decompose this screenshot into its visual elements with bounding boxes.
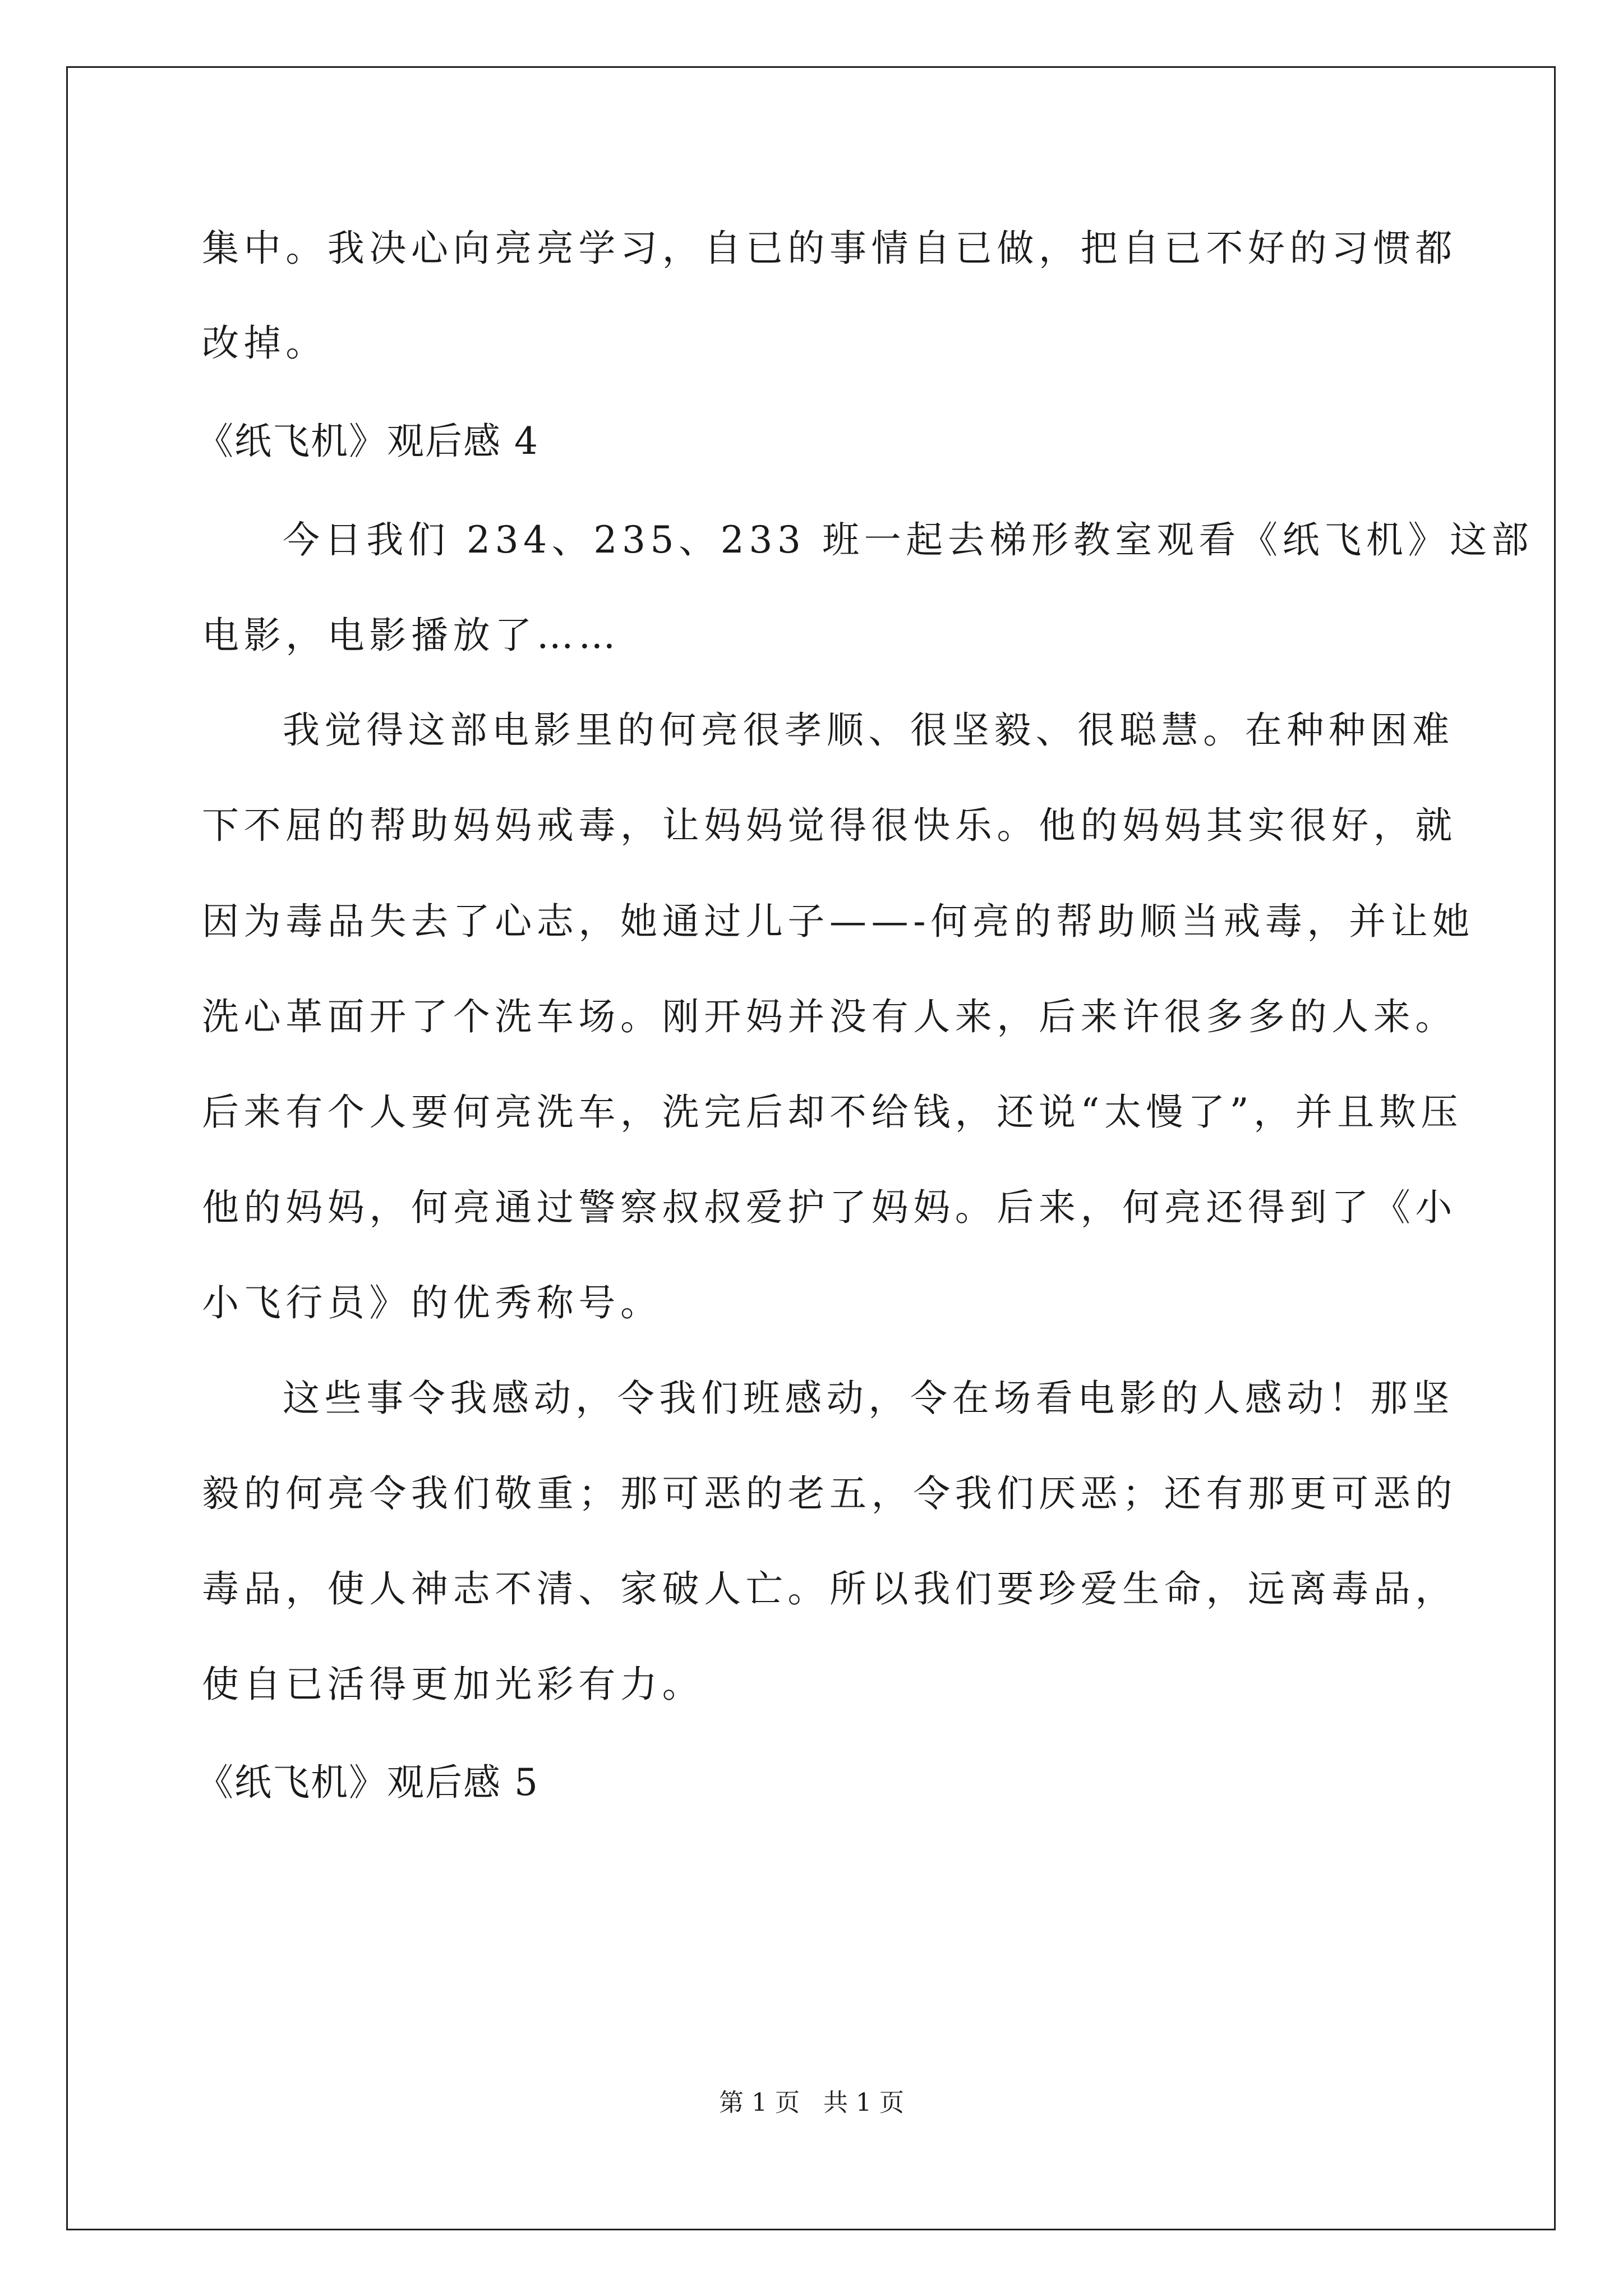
body-line-2: 改掉。 [202,321,328,365]
body-line-16: 使自已活得更加光彩有力。 [202,1663,704,1706]
body-line-14: 毅的何亮令我们敬重；那可恶的老五，令我们厌恶；还有那更可恶的 [202,1472,1457,1515]
body-line-9: 洗心革面开了个洗车场。刚开妈并没有人来，后来许很多多的人来。 [202,995,1457,1038]
page-border [66,66,1556,2230]
section-heading-5: 《纸飞机》观后感 5 [196,1761,539,1804]
body-line-12: 小飞行员》的优秀称号。 [202,1281,662,1324]
body-line-6: 我觉得这部电影里的何亮很孝顺、很坚毅、很聪慧。在种种困难 [283,708,1454,752]
body-line-1: 集中。我决心向亮亮学习，自已的事情自已做，把自已不好的习惯都 [202,227,1457,270]
body-line-11: 他的妈妈，何亮通过警察叔叔爱护了妈妈。后来，何亮还得到了《小 [202,1186,1457,1229]
body-line-15: 毒品，使人神志不清、家破人亡。所以我们要珍爱生命，远离毒品， [202,1567,1457,1611]
section-heading-4: 《纸飞机》观后感 4 [196,420,539,463]
body-line-5: 电影，电影播放了…… [202,614,620,657]
body-line-7: 下不屈的帮助妈妈戒毒，让妈妈觉得很快乐。他的妈妈其实很好，就 [202,804,1457,847]
body-line-8: 因为毒品失去了心志，她通过儿子——-何亮的帮助顺当戒毒，并让她 [202,900,1474,943]
body-line-13: 这些事令我感动，令我们班感动，令在场看电影的人感动！那坚 [283,1377,1454,1420]
page-number-footer: 第 1 页 共 1 页 [719,2088,904,2117]
body-line-10: 后来有个人要何亮洗车，洗完后却不给钱，还说“太慢了”，并且欺压 [202,1091,1463,1134]
body-line-4: 今日我们 234、235、233 班一起去梯形教室观看《纸飞机》这部 [283,518,1534,562]
